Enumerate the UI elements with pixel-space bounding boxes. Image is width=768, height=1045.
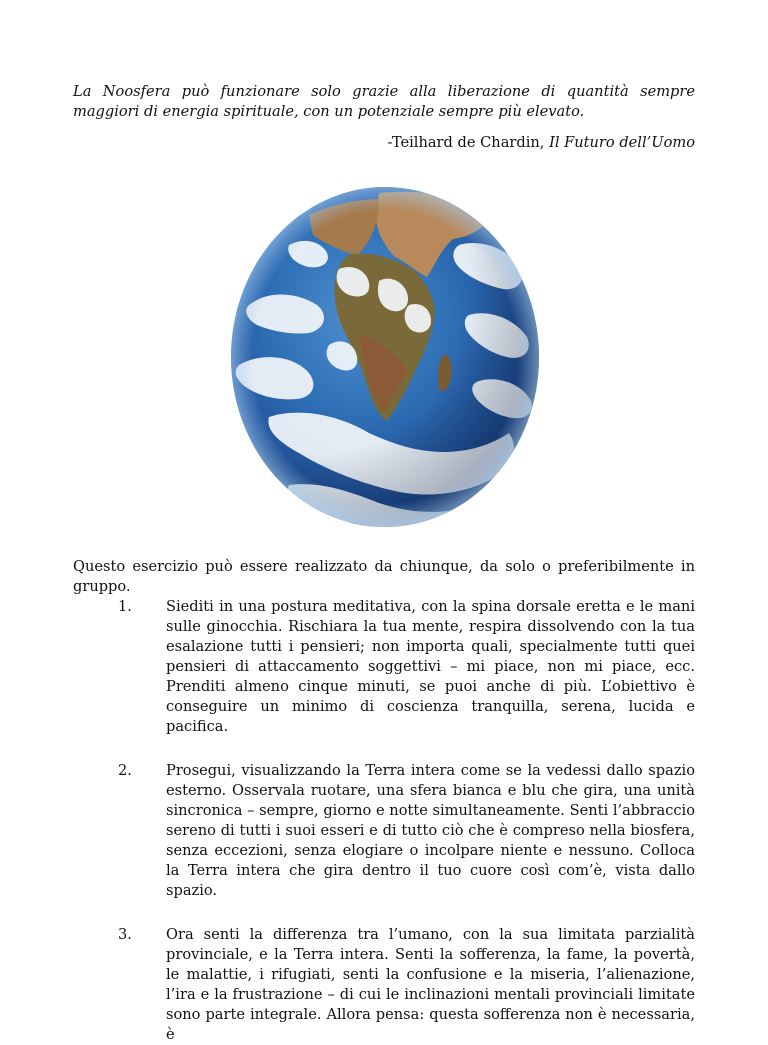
list-item — [73, 925, 695, 1045]
step-number: 2. — [118, 762, 132, 779]
step-text: Prosegui, visualizzando la Terra intera come se la vedessi dallo spazio esterno. Osservala ruotare, una sfera bianca e blu che gira, una unità sincronica – sempre, giorno e notte simultaneamente. Senti l’abbraccio sereno di tutti i suoi esseri e di tutto ciò che è compreso nella biosfera, senza eccezioni, senza elogiare o incolpare niente e nessuno. Colloca la Terra intera che gira dentro il tuo cuore così com’è, vista dallo spazio. — [166, 762, 695, 899]
epigraph-attribution — [387, 133, 695, 153]
attribution-work-title: Il Futuro dell’Uomo — [549, 134, 695, 151]
step-number: 3. — [118, 926, 132, 943]
step-text: Siediti in una postura meditativa, con la spina dorsale eretta e le mani sulle ginocchia. Rischiara la tua mente, respira dissolvendo con la tua esalazione tutti i pensieri; non importa quali, specialmente tutti quei pensieri di attaccamento soggettivi – mi piace, non mi piace, ecc. Prenditi almeno cinque minuti, se puoi anche di più. L’obiettivo è conseguire un minimo di coscienza tranquilla, serena, lucida e pacifica. — [166, 598, 695, 735]
step-text: Ora senti la differenza tra l’umano, con la sua limitata parzialità provinciale, e la Terra intera. Senti la sofferenza, la fame, la povertà, le malattie, i rifugiati, senti la confusione e la miseria, l’alienazione, l’ira e la frustrazione – di cui le inclinazioni mentali provinciali limitate sono parte integrale. Allora pensa: questa sofferenza non è necessaria, è — [166, 926, 695, 1043]
list-item — [73, 597, 695, 737]
list-item — [73, 761, 695, 901]
earth-globe-icon — [229, 185, 541, 530]
exercise-steps-list — [73, 597, 695, 1045]
epigraph-quote: La Noosfera può funzionare solo grazie alla liberazione di quantità sempre maggiori di energia spirituale, con un potenziale sempre più elevato. — [73, 83, 695, 120]
step-number: 1. — [118, 598, 132, 615]
attribution-author: -Teilhard de Chardin, — [387, 134, 550, 151]
exercise-intro: Questo esercizio può essere realizzato da chiunque, da solo o preferibilmente in gruppo. — [73, 558, 695, 595]
